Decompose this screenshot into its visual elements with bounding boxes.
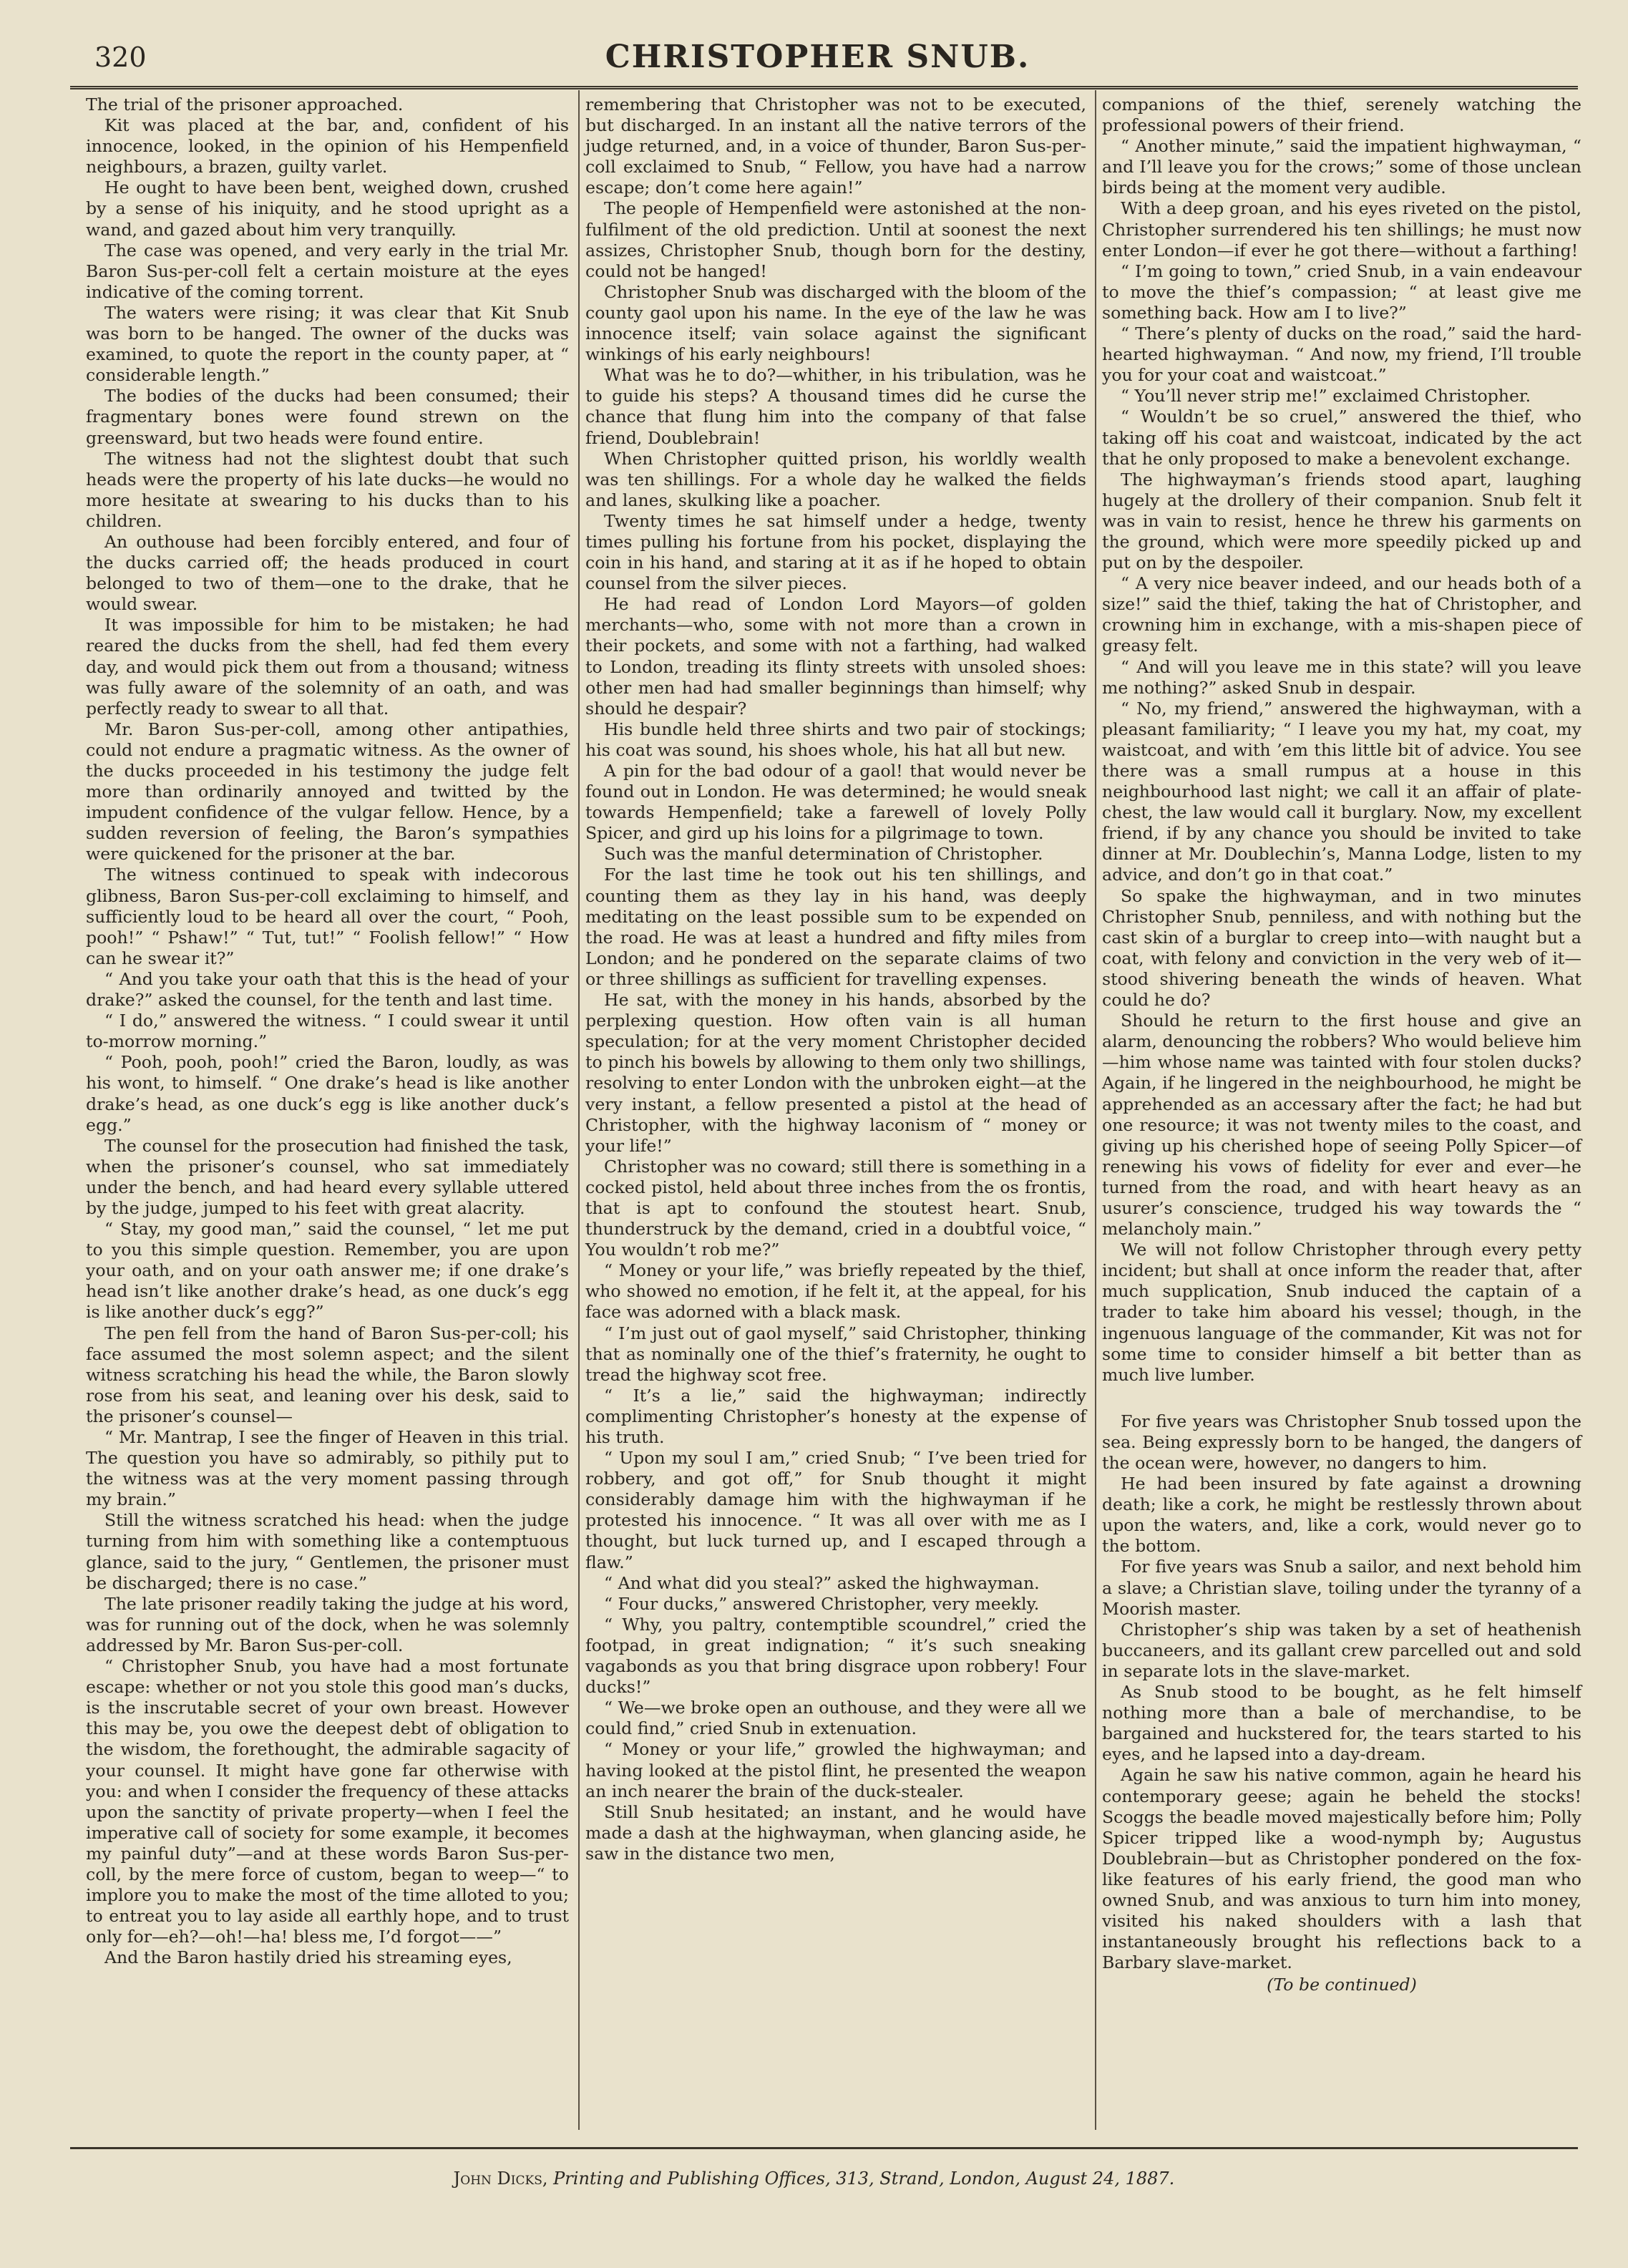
to-be-continued: (To be continued) xyxy=(1267,1975,1417,1995)
paragraph: Christopher’s ship was taken by a set of heathenish buccaneers, and its gallant crew parcelled out and sold in separate lots in the slave-market. xyxy=(1102,1619,1581,1681)
paragraph: “ And will you leave me in this state? will you leave me nothing?” asked Snub in despair. xyxy=(1102,656,1581,698)
paragraph: Christopher was no coward; still there is something in a cocked pistol, held about three inches from the os frontis, that is apt to confound the stoutest heart. Snub, thunderstruck by the demand, cried in a doubtful voice, “ You wouldn’t rob me?” xyxy=(585,1156,1086,1260)
paragraph: And the Baron hastily dried his streaming eyes, xyxy=(104,1947,512,1968)
paragraph: Should he return to the first house and give an alarm, denouncing the robbers? Who would believe him—him whose name was tainted with four stolen ducks? Again, if he lingered in the neighbourhood, he might be apprehended as an accessary after the fact; he had but one resource; it was not twenty miles to the coast, and giving up his cherished hope of seeing Polly Spicer—of renewing his vows of fidelity for ever and ever—he turned from the road, and with heart heavy as an usurer’s conscience, trudged his way towards the “ melancholy main.” xyxy=(1102,1011,1581,1240)
column-2 xyxy=(585,94,1086,1864)
publisher-details: Printing and Publishing Offices, 313, Strand, London, August 24, 1887. xyxy=(553,2169,1175,2189)
paragraph: He had been insured by fate against a drowning death; like a cork, he might be restlessly thrown about upon the waters, and, like a cork, would never go to the bottom. xyxy=(1102,1474,1581,1557)
paragraph: Christopher Snub was discharged with the bloom of the county gaol upon his name. In the eye of the law he was innocence itself; vain solace against the significant winkings of his early neighbours! xyxy=(585,281,1086,365)
paragraph: “ There’s plenty of ducks on the road,” said the hard-hearted highwayman. “ And now, my friend, I’ll trouble you for your coat and waistcoat.” xyxy=(1102,323,1581,386)
paragraph: “ And you take your oath that this is the head of your drake?” asked the counsel, for the tenth and last time. xyxy=(86,968,569,1011)
paragraph: Such was the manful determination of Christopher. xyxy=(604,844,1043,865)
paragraph: “ Another minute,” said the impatient highwayman, “ and I’ll leave you for the crows;” some of those unclean birds being at the moment very audible. xyxy=(1102,136,1581,198)
paragraph: “ No, my friend,” answered the highwayman, with a pleasant familiarity; “ I leave you my hat, my coat, my waistcoat, and with ’em this little bit of advice. You see there was a small rumpus at a house in this neighbourhood last night; we call it an affair of plate-chest, the law would call it burglary. Now, my excellent friend, if by any chance you should be invited to take dinner at Mr. Doublechin’s, Manna Lodge, listen to my advice, and don’t go in that coat.” xyxy=(1102,698,1581,885)
paragraph: “ A very nice beaver indeed, and our heads both of a size!” said the thief, taking the hat of Christopher, and crowning him in exchange, with a mis-shapen piece of greasy felt. xyxy=(1102,573,1581,656)
paragraph: For the last time he took out his ten shillings, and counting them as they lay in his hand, was deeply meditating on the least possible sum to be expended on the road. He was at least a hundred and fifty miles from London; and he pondered on the separate claims of two or three shillings as sufficient for travelling expenses. xyxy=(585,865,1086,989)
paragraph: Again he saw his native common, again he heard his contemporary geese; again he beheld the stocks! Scoggs the beadle moved majestically before him; Polly Spicer tripped like a wood-nymph by; Augustus Doublebrain—but as Christopher pondered on the fox-like features of his early friend, the good man who owned Snub, and was anxious to turn him into money, visited his naked shoulders with a lash that instantaneously brought his reflections back to a Barbary slave-market. xyxy=(1102,1765,1581,1973)
paragraph: As Snub stood to be bought, as he felt himself nothing more than a bale of merchandise, to be bargained and huckstered for, the tears started to his eyes, and he lapsed into a day-dream. xyxy=(1102,1682,1581,1765)
paragraph: An outhouse had been forcibly entered, and four of the ducks carried off; the heads produced in court belonged to two of them—one to the drake, that he would swear. xyxy=(86,531,569,615)
page-number: 320 xyxy=(94,42,147,73)
paragraph: The witness continued to speak with indecorous glibness, Baron Sus-per-coll exclaiming to himself, and sufficiently loud to be heard all over the court, “ Pooh, pooh!” “ Pshaw!” “ Tut, tut!” “ Foolish fellow!” “ How can he swear it?” xyxy=(86,865,569,968)
paragraph: The witness had not the slightest doubt that such heads were the property of his late ducks—he would no more hesitate at swearing to his ducks than to his children. xyxy=(86,448,569,531)
paragraph: “ Money or your life,” growled the highwayman; and having looked at the pistol flint, he presented the weapon an inch nearer the brain of the duck-stealer. xyxy=(585,1739,1086,1801)
page-header xyxy=(57,34,1578,80)
paragraph: “ I do,” answered the witness. “ I could swear it until to-morrow morning.” xyxy=(86,1011,569,1052)
paragraph: With a deep groan, and his eyes riveted on the pistol, Christopher surrendered his ten shillings; he must now enter London—if ever he got there—without a farthing! xyxy=(1102,198,1581,261)
paragraph: The late prisoner readily taking the judge at his word, was for running out of the dock, when he was solemnly addressed by Mr. Baron Sus-per-coll. xyxy=(86,1593,569,1655)
column-3 xyxy=(1102,94,1581,1995)
paragraph: “ And what did you steal?” asked the highwayman. xyxy=(604,1572,1040,1593)
paragraph: “ Stay, my good man,” said the counsel, “ let me put to you this simple question. Remember, you are upon your oath, and on your oath answer me; if one drake’s head isn’t like another drake’s head, as one duck’s egg is like another duck’s egg?” xyxy=(86,1219,569,1323)
paragraph: The bodies of the ducks had been consumed; their fragmentary bones were found strewn on the greensward, but two heads were found entire. xyxy=(86,386,569,448)
paragraph: He ought to have been bent, weighed down, crushed by a sense of his iniquity, and he stood upright as a wand, and gazed about him very tranquilly. xyxy=(86,177,569,240)
paragraph: “ I’m going to town,” cried Snub, in a vain endeavour to move the thief’s compassion; “ at least give me something back. How am I to live?” xyxy=(1102,261,1581,323)
paragraph: Still the witness scratched his head: when the judge turning from him with something like a contemptuous glance, said to the jury, “ Gentlemen, the prisoner must be discharged; there is no case.” xyxy=(86,1510,569,1593)
paragraph: The trial of the prisoner approached. xyxy=(86,94,404,115)
header-rule xyxy=(70,86,1578,89)
paragraph: Twenty times he sat himself under a hedge, twenty times pulling his fortune from his pocket, displaying the coin in his hand, and staring at it as if he hoped to obtain counsel from the silver pieces. xyxy=(585,510,1086,594)
paragraph: companions of the thief, serenely watching the professional powers of their friend. xyxy=(1102,94,1581,136)
footer-rule xyxy=(70,2147,1578,2149)
paragraph: “ You’ll never strip me!” exclaimed Christopher. xyxy=(1121,386,1531,407)
paragraph: The waters were rising; it was clear that Kit Snub was born to be hanged. The owner of the ducks was examined, to quote the report in the county paper, at “ considerable length.” xyxy=(86,302,569,386)
paragraph: “ We—we broke open an outhouse, and they were all we could find,” cried Snub in extenuation. xyxy=(585,1698,1086,1739)
paragraph: “ I’m just out of gaol myself,” said Christopher, thinking that as nominally one of the thief’s fraternity, he ought to tread the highway scot free. xyxy=(585,1323,1086,1385)
paragraph: “ It’s a lie,” said the highwayman; indirectly complimenting Christopher’s honesty at the expense of his truth. xyxy=(585,1385,1086,1447)
imprint-footer xyxy=(0,2169,1628,2189)
paragraph: “ Money or your life,” was briefly repeated by the thief, who showed no emotion, if he felt it, at the appeal, for his face was adorned with a black mask. xyxy=(585,1260,1086,1323)
paragraph: The highwayman’s friends stood apart, laughing hugely at the drollery of their companion. Snub felt it was in vain to resist, hence he threw his garments on the ground, which were more speedily picked up and put on by the despoiler. xyxy=(1102,469,1581,573)
paragraph: “ Four ducks,” answered Christopher, very meekly. xyxy=(604,1593,1040,1614)
paragraph: “ Wouldn’t be so cruel,” answered the thief, who taking off his coat and waistcoat, indicated by the act that he only proposed to make a benevolent exchange. xyxy=(1102,407,1581,469)
paragraph: A pin for the bad odour of a gaol! that would never be found out in London. He was determined; he would sneak towards Hempenfield; take a farewell of lovely Polly Spicer, and gird up his loins for a pilgrimage to town. xyxy=(585,761,1086,844)
paragraph: When Christopher quitted prison, his worldly wealth was ten shillings. For a whole day he walked the fields and lanes, skulking like a poacher. xyxy=(585,448,1086,510)
running-title: CHRISTOPHER SNUB. xyxy=(605,39,1030,75)
paragraph: So spake the highwayman, and in two minutes Christopher Snub, penniless, and with nothing but the cast skin of a burglar to creep into—with naught but a coat, with felony and conviction in the very web of it—stood shivering beneath the winds of heaven. What could he do? xyxy=(1102,885,1581,1011)
paragraph: Kit was placed at the bar, and, confident of his innocence, looked, in the opinion of his Hempenfield neighbours, a brazen, guilty varlet. xyxy=(86,115,569,177)
paragraph: The case was opened, and very early in the trial Mr. Baron Sus-per-coll felt a certain moisture at the eyes indicative of the coming torrent. xyxy=(86,240,569,302)
paragraph: He had read of London Lord Mayors—of golden merchants—who, some with not more than a crown in their pockets, and some with not a farthing, had walked to London, treading its flinty streets with unsoled shoes: other men had had smaller beginnings than himself; why should he despair? xyxy=(585,594,1086,719)
paragraph: “ Why, you paltry, contemptible scoundrel,” cried the footpad, in great indignation; “ it’s such sneaking vagabonds as you that bring disgrace upon robbery! Four ducks!” xyxy=(585,1614,1086,1698)
publisher-name: John Dicks, xyxy=(453,2169,548,2189)
column-divider xyxy=(1095,90,1096,2130)
paragraph: The pen fell from the hand of Baron Sus-per-coll; his face assumed the most solemn aspect; and the silent witness scratching his head the while, the Baron slowly rose from his seat, and leaning over his desk, said to the prisoner’s counsel— xyxy=(86,1323,569,1426)
paragraph: Mr. Baron Sus-per-coll, among other antipathies, could not endure a pragmatic witness. As the owner of the ducks proceeded in his testimony the judge felt more than ordinarily annoyed and twitted by the impudent confidence of the vulgar fellow. Hence, by a sudden reversion of feeling, the Baron’s sympathies were quickened for the prisoner at the bar. xyxy=(86,719,569,865)
column-divider xyxy=(578,90,580,2130)
paragraph: His bundle held three shirts and two pair of stockings; his coat was sound, his shoes whole, his hat all but new. xyxy=(585,719,1086,760)
paragraph: The counsel for the prosecution had finished the task, when the prisoner’s counsel, who sat immediately under the bench, and had heard every syllable uttered by the judge, jumped to his feet with great alacrity. xyxy=(86,1135,569,1218)
paragraph: For five years was Christopher Snub tossed upon the sea. Being expressly born to be hanged, the dangers of the ocean were, however, no dangers to him. xyxy=(1102,1411,1581,1473)
paragraph: “ Christopher Snub, you have had a most fortunate escape: whether or not you stole this good man’s ducks, is the inscrutable secret of your own breast. However this may be, you owe the deepest debt of obligation to the wisdom, the forethought, the admirable sagacity of your counsel. It might have gone far otherwise with you: and when I consider the frequency of these attacks upon the sanctity of private property—when I feel the imperative call of society for some example, it becomes my painful duty”—and at these words Baron Sus-per-coll, by the mere force of custom, began to weep—“ to implore you to make the most of the time alloted to you; to entreat you to lay aside all earthly hope, and to trust only for—eh?—oh!—ha! bless me, I’d forgot——” xyxy=(86,1656,569,1947)
paragraph: The people of Hempenfield were astonished at the non-fulfilment of the old prediction. Until at soonest the next assizes, Christopher Snub, though born for the destiny, could not be hanged! xyxy=(585,198,1086,281)
paragraph: What was he to do?—whither, in his tribulation, was he to guide his steps? A thousand times did he curse the chance that flung him into the company of that false friend, Doublebrain! xyxy=(585,365,1086,448)
paragraph: He sat, with the money in his hands, absorbed by the perplexing question. How often vain is all human speculation; for at the very moment Christopher decided to pinch his bowels by allowing to them only two shillings, resolving to enter London with the unbroken eight—at the very instant, a fellow presented a pistol at the head of Christopher, with the highway laconism of “ money or your life!” xyxy=(585,990,1086,1156)
paragraph: It was impossible for him to be mistaken; he had reared the ducks from the shell, had fed them every day, and would pick them out from a thousand; witness was fully aware of the solemnity of an oath, and was perfectly ready to swear to all that. xyxy=(86,615,569,719)
paragraph: We will not follow Christopher through every petty incident; but shall at once inform the reader that, after much supplication, Snub induced the captain of a trader to take him aboard his vessel; though, in the ingenuous language of the commander, Kit was not for some time to consider himself a bit better than as much live lumber. xyxy=(1102,1240,1581,1385)
paragraph: remembering that Christopher was not to be executed, but discharged. In an instant all the native terrors of the judge returned, and, in a voice of thunder, Baron Sus-per-coll exclaimed to Snub, “ Fellow, you have had a narrow escape; don’t come here again!” xyxy=(585,94,1086,198)
paragraph: Still Snub hesitated; an instant, and he would have made a dash at the highwayman, when glancing aside, he saw in the distance two men, xyxy=(585,1801,1086,1864)
paragraph: “ Upon my soul I am,” cried Snub; “ I’ve been tried for robbery, and got off,” for Snub thought it might considerably damage him with the highwayman if he protested his innocence. “ It was all over with me as I thought, but luck turned up, and I escaped through a flaw.” xyxy=(585,1448,1086,1572)
paragraph: “ Pooh, pooh, pooh!” cried the Baron, loudly, as was his wont, to himself. “ One drake’s head is like another drake’s head, as one duck’s egg is like another duck’s egg.” xyxy=(86,1052,569,1135)
paragraph: “ Mr. Mantrap, I see the finger of Heaven in this trial. The question you have so admirably, so pithily put to the witness was at the very moment passing through my brain.” xyxy=(86,1427,569,1510)
column-1 xyxy=(86,94,569,1968)
paragraph: For five years was Snub a sailor, and next behold him a slave; a Christian slave, toiling under the tyranny of a Moorish master. xyxy=(1102,1557,1581,1619)
section-gap xyxy=(1102,1386,1581,1411)
